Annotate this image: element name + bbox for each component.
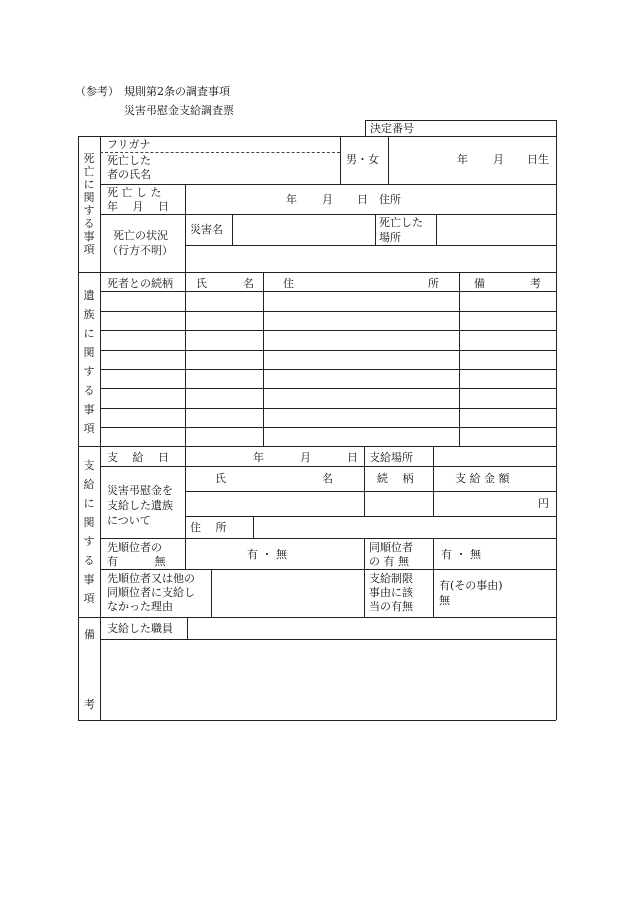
family-header-relation: 死者との続柄 — [107, 277, 173, 290]
row-divider — [185, 516, 556, 517]
family-row — [100, 369, 556, 370]
pay-place-col — [433, 446, 434, 466]
rule-label: 規則第2条の調査事項 — [124, 85, 230, 98]
death-address-label: 住所 — [379, 193, 401, 206]
table-right — [556, 120, 557, 720]
prior-label-1: 先順位者の — [107, 541, 162, 554]
family-header-note-b: 考 — [530, 277, 541, 290]
prior-answer: 有 ・ 無 — [247, 548, 287, 561]
death-place-label-1: 死亡した — [379, 216, 423, 229]
same-answer: 有 ・ 無 — [441, 548, 481, 561]
family-col-1 — [185, 272, 186, 446]
bereaved-address: 住 所 — [190, 521, 227, 534]
family-header-note-a: 備 — [474, 277, 485, 290]
furigana-divider — [100, 152, 340, 153]
decision-box-top — [365, 120, 556, 121]
restrict-answer-1: 有(その事由) — [439, 579, 503, 592]
row-divider — [100, 214, 556, 215]
restrict-label-1: 支給制限 — [369, 572, 413, 585]
family-row — [100, 408, 556, 409]
death-year-label: 年 — [286, 193, 297, 206]
bereaved-name-a: 氏 — [215, 472, 226, 485]
section1-bottom — [78, 272, 556, 273]
reason-col — [211, 569, 212, 617]
remarks-label-bottom: 考 — [84, 698, 95, 711]
family-row — [100, 388, 556, 389]
disaster-name-label: 災害名 — [190, 223, 223, 236]
deceased-name-label-2: 者の氏名 — [107, 168, 151, 181]
reason-label-1: 先順位者又は他の — [107, 572, 195, 585]
birth-day-label: 日生 — [527, 153, 549, 166]
row-divider — [100, 184, 556, 185]
same-col-left — [364, 538, 365, 617]
death-month-label: 月 — [322, 193, 333, 206]
pay-month-label: 月 — [300, 451, 311, 464]
decision-number-label: 決定番号 — [370, 122, 414, 135]
situation-label-2: （行方不明） — [107, 244, 173, 257]
prior-label-2: 有 無 — [107, 555, 166, 568]
staff-col — [187, 617, 188, 639]
decision-box-left — [365, 120, 366, 136]
family-header-address-b: 所 — [428, 277, 439, 290]
label-column-divider — [100, 136, 101, 720]
bereaved-label-3: について — [107, 514, 151, 527]
restrict-label-2: 事由に該 — [369, 586, 413, 599]
place-col-left — [375, 214, 376, 245]
section3-bottom — [78, 617, 556, 618]
yen-label: 円 — [538, 497, 549, 510]
death-date-col — [185, 184, 186, 214]
row-divider — [100, 538, 556, 539]
death-day-label: 日 — [357, 193, 368, 206]
situation-label-1: 死亡の状況 — [113, 229, 168, 242]
pay-col-1 — [185, 446, 186, 538]
reason-label-3: なかった理由 — [107, 600, 173, 613]
family-row — [100, 291, 556, 292]
section2-bottom — [78, 446, 556, 447]
bereaved-relation: 続 柄 — [377, 472, 414, 485]
reason-label-2: 同順位者に支給し — [107, 586, 195, 599]
death-date-label-2: 年 月 日 — [107, 200, 169, 213]
disaster-col — [232, 214, 233, 245]
prior-col — [185, 538, 186, 569]
row-divider — [100, 639, 556, 640]
form-title: 災害弔慰金支給調査票 — [124, 104, 234, 117]
family-col-2 — [263, 272, 264, 446]
staff-label: 支給した職員 — [107, 622, 173, 635]
place-col-right — [436, 214, 437, 245]
section-family-label: 遺 族 に 関 す る 事 項 — [83, 289, 95, 435]
pay-date-label: 支 給 日 — [107, 451, 169, 464]
row-divider — [100, 466, 556, 467]
table-left — [78, 136, 79, 720]
same-col-right — [433, 538, 434, 617]
remarks-label-top: 備 — [84, 628, 95, 641]
deceased-name-label-1: 死亡した — [107, 154, 151, 167]
family-row — [100, 330, 556, 331]
bereaved-name-b: 名 — [322, 472, 333, 485]
family-header-name-b: 名 — [243, 277, 254, 290]
bereaved-label-1: 災害弔慰金を — [107, 484, 173, 497]
addr-col — [253, 516, 254, 538]
restrict-label-3: 当の有無 — [369, 600, 413, 613]
sex-field: 男・女 — [346, 153, 379, 166]
situation-col — [185, 214, 186, 272]
amount-label: 支 給 金 額 — [455, 472, 510, 485]
death-place-label-2: 場所 — [379, 231, 401, 244]
death-date-label-1: 死 亡 し た — [107, 186, 162, 199]
family-header-name-a: 氏 — [196, 277, 207, 290]
birth-year-label: 年 — [457, 153, 468, 166]
family-col-3 — [459, 272, 460, 446]
section-payment-label: 支 給 に 関 す る 事 項 — [83, 459, 95, 605]
restrict-answer-2: 無 — [439, 594, 450, 607]
row-divider — [185, 245, 556, 246]
pay-place-label: 支給場所 — [369, 451, 413, 464]
furigana-label: フリガナ — [107, 138, 151, 151]
same-label-1: 同順位者 — [369, 541, 413, 554]
section-death-label: 死 亡 に 関 す る 事 項 — [83, 152, 95, 256]
family-row — [100, 427, 556, 428]
pay-year-label: 年 — [253, 451, 264, 464]
row-divider — [185, 491, 556, 492]
family-header-address-a: 住 — [283, 277, 294, 290]
sex-col-right — [388, 136, 389, 184]
same-label-2: の 有 無 — [369, 555, 409, 568]
family-row — [100, 311, 556, 312]
pay-day-label: 日 — [347, 451, 358, 464]
bereaved-label-2: 支給した遺族 — [107, 499, 173, 512]
row-divider — [100, 569, 556, 570]
sex-col-left — [340, 136, 341, 184]
table-top — [78, 136, 556, 137]
birth-month-label: 月 — [493, 153, 504, 166]
family-row — [100, 350, 556, 351]
table-bottom — [78, 720, 556, 721]
reference-label: （参考） — [75, 85, 119, 98]
pay-col-2 — [364, 446, 365, 516]
